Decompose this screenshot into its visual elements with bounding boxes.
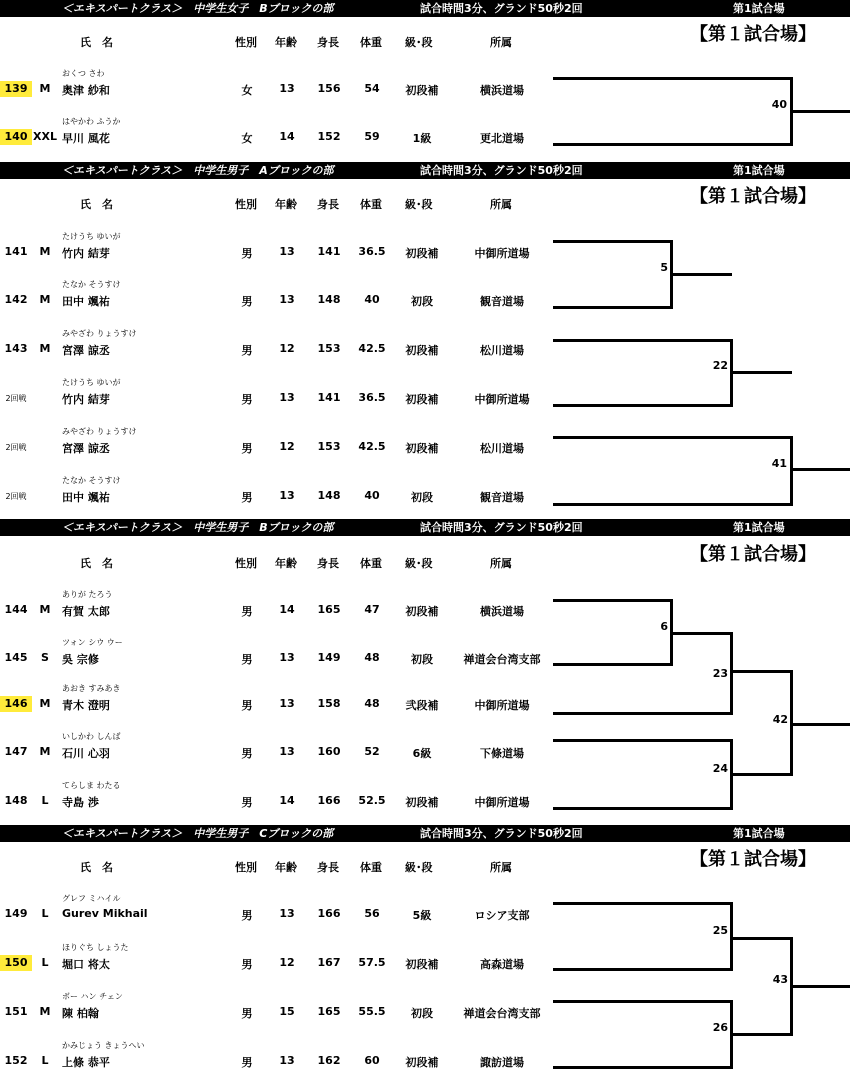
height: 158 bbox=[317, 697, 341, 710]
col-header-height: 身長 bbox=[317, 198, 339, 211]
height: 152 bbox=[317, 130, 341, 143]
furigana: たけうち ゆいが bbox=[62, 378, 121, 387]
height: 148 bbox=[317, 489, 341, 502]
height: 160 bbox=[317, 745, 341, 758]
entry-number: 151 bbox=[4, 1005, 28, 1018]
entry-number: 152 bbox=[4, 1054, 28, 1067]
club: 諏訪道場 bbox=[480, 1056, 524, 1069]
gender: 男 bbox=[241, 491, 253, 504]
gi-size: L bbox=[41, 907, 49, 920]
entry-number: 139 bbox=[0, 81, 32, 97]
match-number: 24 bbox=[712, 762, 728, 775]
age: 13 bbox=[279, 245, 295, 258]
age: 13 bbox=[279, 651, 295, 664]
rank: 初段補 bbox=[405, 605, 439, 618]
bracket-line bbox=[553, 1066, 733, 1069]
col-header-name: 氏 名 bbox=[80, 557, 113, 570]
entry-number: 144 bbox=[4, 603, 28, 616]
match-number: 5 bbox=[660, 261, 668, 274]
bracket-line bbox=[730, 632, 733, 715]
bracket-line bbox=[790, 723, 850, 726]
gi-size: M bbox=[39, 745, 51, 758]
col-header-club: 所属 bbox=[490, 557, 512, 570]
weight: 40 bbox=[364, 489, 380, 502]
club: 観音道場 bbox=[480, 491, 524, 504]
rank: 初段 bbox=[411, 1007, 433, 1020]
entry-number: 147 bbox=[4, 745, 28, 758]
match-number: 41 bbox=[771, 457, 787, 470]
weight: 57.5 bbox=[358, 956, 386, 969]
furigana: おくつ さわ bbox=[62, 69, 105, 78]
match-time: 試合時間3分、グランド50秒2回 bbox=[420, 164, 583, 177]
col-header-height: 身長 bbox=[317, 861, 339, 874]
weight: 54 bbox=[364, 82, 380, 95]
match-time: 試合時間3分、グランド50秒2回 bbox=[420, 2, 583, 15]
entry-number: 142 bbox=[4, 293, 28, 306]
gi-size: M bbox=[39, 245, 51, 258]
gi-size: L bbox=[41, 956, 49, 969]
match-time: 試合時間3分、グランド50秒2回 bbox=[420, 827, 583, 840]
club: 中御所道場 bbox=[474, 247, 530, 260]
entry-number: 150 bbox=[0, 955, 32, 971]
gender: 男 bbox=[241, 1056, 253, 1069]
block-header-bar bbox=[0, 519, 850, 536]
gender: 男 bbox=[241, 699, 253, 712]
bracket-line bbox=[553, 240, 673, 243]
col-header-height: 身長 bbox=[317, 557, 339, 570]
competitor-name: 吳 宗修 bbox=[62, 653, 99, 666]
bracket-line bbox=[553, 339, 733, 342]
furigana: はやかわ ふうか bbox=[62, 117, 121, 126]
match-time: 試合時間3分、グランド50秒2回 bbox=[420, 521, 583, 534]
gender: 男 bbox=[241, 247, 253, 260]
col-header-age: 年齢 bbox=[275, 36, 297, 49]
bracket-line bbox=[730, 1033, 793, 1036]
bracket-line bbox=[730, 371, 792, 374]
bracket-line bbox=[730, 773, 793, 776]
competitor-name: 石川 心羽 bbox=[62, 747, 110, 760]
club: 観音道場 bbox=[480, 295, 524, 308]
competitor-name: 青木 澄明 bbox=[62, 699, 110, 712]
rank: 初段補 bbox=[405, 796, 439, 809]
competitor-name: 竹内 結芽 bbox=[62, 247, 110, 260]
entry-number: 2回戦 bbox=[5, 492, 27, 501]
height: 165 bbox=[317, 603, 341, 616]
age: 14 bbox=[279, 130, 295, 143]
bracket-line bbox=[553, 77, 793, 80]
furigana: てらしま わたる bbox=[62, 781, 121, 790]
entry-number: 2回戦 bbox=[5, 394, 27, 403]
bracket-line bbox=[553, 599, 673, 602]
weight: 42.5 bbox=[358, 342, 386, 355]
block-header-bar bbox=[0, 825, 850, 842]
col-header-gender: 性別 bbox=[235, 557, 257, 570]
competitor-name: 宮澤 諒丞 bbox=[62, 442, 110, 455]
match-number: 26 bbox=[712, 1021, 728, 1034]
bracket-line bbox=[553, 807, 733, 810]
rank: 初段補 bbox=[405, 247, 439, 260]
competitor-name: 竹内 結芽 bbox=[62, 393, 110, 406]
gender: 男 bbox=[241, 344, 253, 357]
bracket-line bbox=[553, 902, 733, 905]
weight: 48 bbox=[364, 651, 380, 664]
venue-label: 第1試合場 bbox=[733, 2, 785, 15]
bracket-line bbox=[553, 1000, 733, 1003]
bracket-line bbox=[553, 306, 673, 309]
gi-size: L bbox=[41, 1054, 49, 1067]
col-header-age: 年齢 bbox=[275, 557, 297, 570]
bracket-line bbox=[730, 937, 793, 940]
rank: 5級 bbox=[412, 909, 432, 922]
gender: 男 bbox=[241, 1007, 253, 1020]
height: 166 bbox=[317, 794, 341, 807]
gi-size: M bbox=[39, 1005, 51, 1018]
furigana: ツォン シウ ウー bbox=[62, 638, 123, 647]
age: 12 bbox=[279, 956, 295, 969]
weight: 56 bbox=[364, 907, 380, 920]
gender: 男 bbox=[241, 605, 253, 618]
bracket-line bbox=[790, 985, 850, 988]
entry-number: 141 bbox=[4, 245, 28, 258]
club: 禅道会台湾支部 bbox=[463, 1007, 541, 1020]
age: 13 bbox=[279, 82, 295, 95]
col-header-rank: 級･段 bbox=[405, 198, 433, 211]
col-header-weight: 体重 bbox=[360, 861, 382, 874]
col-header-age: 年齢 bbox=[275, 198, 297, 211]
bracket-line bbox=[553, 968, 733, 971]
rank: 初段 bbox=[411, 295, 433, 308]
height: 141 bbox=[317, 245, 341, 258]
height: 166 bbox=[317, 907, 341, 920]
height: 148 bbox=[317, 293, 341, 306]
gender: 男 bbox=[241, 909, 253, 922]
bracket-line bbox=[553, 739, 733, 742]
club: 中御所道場 bbox=[474, 393, 530, 406]
gender: 女 bbox=[241, 132, 253, 145]
venue-label: 第1試合場 bbox=[733, 827, 785, 840]
competitor-name: 陳 柏翰 bbox=[62, 1007, 99, 1020]
rank: 初段補 bbox=[405, 1056, 439, 1069]
rank: 6級 bbox=[412, 747, 432, 760]
rank: 1級 bbox=[412, 132, 432, 145]
age: 13 bbox=[279, 745, 295, 758]
furigana: ありが たろう bbox=[62, 590, 113, 599]
gi-size: S bbox=[41, 651, 49, 664]
furigana: たなか そうすけ bbox=[62, 476, 121, 485]
age: 12 bbox=[279, 440, 295, 453]
weight: 36.5 bbox=[358, 391, 386, 404]
weight: 55.5 bbox=[358, 1005, 386, 1018]
venue-title: 【第１試合場】 bbox=[690, 186, 816, 207]
class-label: ＜エキスパートクラス＞ 中学生男子 Cブロックの部 bbox=[62, 827, 334, 840]
club: ロシア支部 bbox=[474, 909, 530, 922]
venue-label: 第1試合場 bbox=[733, 521, 785, 534]
competitor-name: 田中 颯祐 bbox=[62, 491, 110, 504]
col-header-rank: 級･段 bbox=[405, 36, 433, 49]
block-header-bar bbox=[0, 0, 850, 17]
match-number: 25 bbox=[712, 924, 728, 937]
entry-number: 140 bbox=[0, 129, 32, 145]
competitor-name: 田中 颯祐 bbox=[62, 295, 110, 308]
height: 167 bbox=[317, 956, 341, 969]
bracket-line bbox=[553, 143, 793, 146]
age: 13 bbox=[279, 1054, 295, 1067]
match-number: 40 bbox=[771, 98, 787, 111]
bracket-line bbox=[670, 632, 733, 635]
height: 153 bbox=[317, 440, 341, 453]
competitor-name: Gurev Mikhail bbox=[62, 907, 148, 920]
bracket-line bbox=[790, 468, 850, 471]
gi-size: L bbox=[41, 794, 49, 807]
age: 13 bbox=[279, 293, 295, 306]
match-number: 43 bbox=[772, 973, 788, 986]
weight: 52.5 bbox=[358, 794, 386, 807]
furigana: たなか そうすけ bbox=[62, 280, 121, 289]
rank: 弐段補 bbox=[405, 699, 439, 712]
furigana: グレフ ミハイル bbox=[62, 894, 121, 903]
bracket-line bbox=[790, 110, 850, 113]
entry-number: 146 bbox=[0, 696, 32, 712]
bracket-line bbox=[553, 404, 733, 407]
bracket-line bbox=[553, 436, 793, 439]
bracket-line bbox=[730, 670, 793, 673]
age: 13 bbox=[279, 697, 295, 710]
venue-title: 【第１試合場】 bbox=[690, 544, 816, 565]
competitor-name: 堀口 将太 bbox=[62, 958, 110, 971]
weight: 40 bbox=[364, 293, 380, 306]
venue-title: 【第１試合場】 bbox=[690, 24, 816, 45]
match-number: 23 bbox=[712, 667, 728, 680]
gender: 男 bbox=[241, 653, 253, 666]
entry-number: 143 bbox=[4, 342, 28, 355]
venue-label: 第1試合場 bbox=[733, 164, 785, 177]
gender: 男 bbox=[241, 958, 253, 971]
height: 162 bbox=[317, 1054, 341, 1067]
club: 松川道場 bbox=[480, 442, 524, 455]
age: 13 bbox=[279, 391, 295, 404]
gi-size: XXL bbox=[33, 130, 57, 143]
entry-number: 2回戦 bbox=[5, 443, 27, 452]
competitor-name: 早川 風花 bbox=[62, 132, 110, 145]
col-header-gender: 性別 bbox=[235, 36, 257, 49]
club: 松川道場 bbox=[480, 344, 524, 357]
rank: 初段 bbox=[411, 491, 433, 504]
bracket-line bbox=[790, 436, 793, 506]
col-header-name: 氏 名 bbox=[80, 36, 113, 49]
height: 153 bbox=[317, 342, 341, 355]
rank: 初段補 bbox=[405, 958, 439, 971]
furigana: みやざわ りょうすけ bbox=[62, 427, 137, 436]
match-number: 22 bbox=[712, 359, 728, 372]
height: 149 bbox=[317, 651, 341, 664]
col-header-name: 氏 名 bbox=[80, 861, 113, 874]
gi-size: M bbox=[39, 82, 51, 95]
height: 141 bbox=[317, 391, 341, 404]
rank: 初段補 bbox=[405, 84, 439, 97]
competitor-name: 有賀 太郎 bbox=[62, 605, 110, 618]
weight: 36.5 bbox=[358, 245, 386, 258]
age: 13 bbox=[279, 489, 295, 502]
club: 中御所道場 bbox=[474, 796, 530, 809]
class-label: ＜エキスパートクラス＞ 中学生男子 Aブロックの部 bbox=[62, 164, 334, 177]
gender: 男 bbox=[241, 295, 253, 308]
entry-number: 149 bbox=[4, 907, 28, 920]
col-header-gender: 性別 bbox=[235, 861, 257, 874]
furigana: いしかわ しんば bbox=[62, 732, 121, 741]
rank: 初段 bbox=[411, 653, 433, 666]
match-number: 42 bbox=[772, 713, 788, 726]
height: 165 bbox=[317, 1005, 341, 1018]
furigana: ボー ハン チェン bbox=[62, 992, 123, 1001]
rank: 初段補 bbox=[405, 393, 439, 406]
col-header-weight: 体重 bbox=[360, 36, 382, 49]
col-header-club: 所属 bbox=[490, 861, 512, 874]
venue-title: 【第１試合場】 bbox=[690, 849, 816, 870]
rank: 初段補 bbox=[405, 344, 439, 357]
class-label: ＜エキスパートクラス＞ 中学生男子 Bブロックの部 bbox=[62, 521, 334, 534]
age: 14 bbox=[279, 603, 295, 616]
col-header-weight: 体重 bbox=[360, 198, 382, 211]
age: 12 bbox=[279, 342, 295, 355]
col-header-club: 所属 bbox=[490, 36, 512, 49]
furigana: あおき すみあき bbox=[62, 684, 121, 693]
club: 横浜道場 bbox=[480, 84, 524, 97]
furigana: たけうち ゆいが bbox=[62, 232, 121, 241]
furigana: みやざわ りょうすけ bbox=[62, 329, 137, 338]
gi-size: M bbox=[39, 293, 51, 306]
bracket-line bbox=[553, 712, 733, 715]
col-header-gender: 性別 bbox=[235, 198, 257, 211]
match-number: 6 bbox=[660, 620, 668, 633]
weight: 42.5 bbox=[358, 440, 386, 453]
gender: 男 bbox=[241, 393, 253, 406]
col-header-club: 所属 bbox=[490, 198, 512, 211]
entry-number: 148 bbox=[4, 794, 28, 807]
competitor-name: 寺島 渉 bbox=[62, 796, 99, 809]
club: 禅道会台湾支部 bbox=[463, 653, 541, 666]
bracket-line bbox=[553, 503, 793, 506]
age: 14 bbox=[279, 794, 295, 807]
competitor-name: 宮澤 諒丞 bbox=[62, 344, 110, 357]
furigana: ほりぐち しょうた bbox=[62, 943, 129, 952]
col-header-rank: 級･段 bbox=[405, 557, 433, 570]
block-header-bar bbox=[0, 162, 850, 179]
col-header-name: 氏 名 bbox=[80, 198, 113, 211]
col-header-rank: 級･段 bbox=[405, 861, 433, 874]
gi-size: M bbox=[39, 697, 51, 710]
club: 高森道場 bbox=[480, 958, 524, 971]
club: 更北道場 bbox=[480, 132, 524, 145]
class-label: ＜エキスパートクラス＞ 中学生女子 Bブロックの部 bbox=[62, 2, 334, 15]
club: 中御所道場 bbox=[474, 699, 530, 712]
col-header-height: 身長 bbox=[317, 36, 339, 49]
furigana: かみじょう きょうへい bbox=[62, 1041, 145, 1050]
competitor-name: 上條 恭平 bbox=[62, 1056, 110, 1069]
col-header-weight: 体重 bbox=[360, 557, 382, 570]
gi-size: M bbox=[39, 342, 51, 355]
club: 横浜道場 bbox=[480, 605, 524, 618]
gender: 男 bbox=[241, 796, 253, 809]
entry-number: 145 bbox=[4, 651, 28, 664]
height: 156 bbox=[317, 82, 341, 95]
bracket-line bbox=[553, 663, 673, 666]
gender: 女 bbox=[241, 84, 253, 97]
age: 15 bbox=[279, 1005, 295, 1018]
rank: 初段補 bbox=[405, 442, 439, 455]
bracket-line bbox=[670, 273, 732, 276]
competitor-name: 奥津 紗和 bbox=[62, 84, 110, 97]
age: 13 bbox=[279, 907, 295, 920]
club: 下條道場 bbox=[480, 747, 524, 760]
gender: 男 bbox=[241, 747, 253, 760]
weight: 59 bbox=[364, 130, 380, 143]
weight: 47 bbox=[364, 603, 380, 616]
gender: 男 bbox=[241, 442, 253, 455]
col-header-age: 年齢 bbox=[275, 861, 297, 874]
weight: 60 bbox=[364, 1054, 380, 1067]
gi-size: M bbox=[39, 603, 51, 616]
weight: 52 bbox=[364, 745, 380, 758]
weight: 48 bbox=[364, 697, 380, 710]
